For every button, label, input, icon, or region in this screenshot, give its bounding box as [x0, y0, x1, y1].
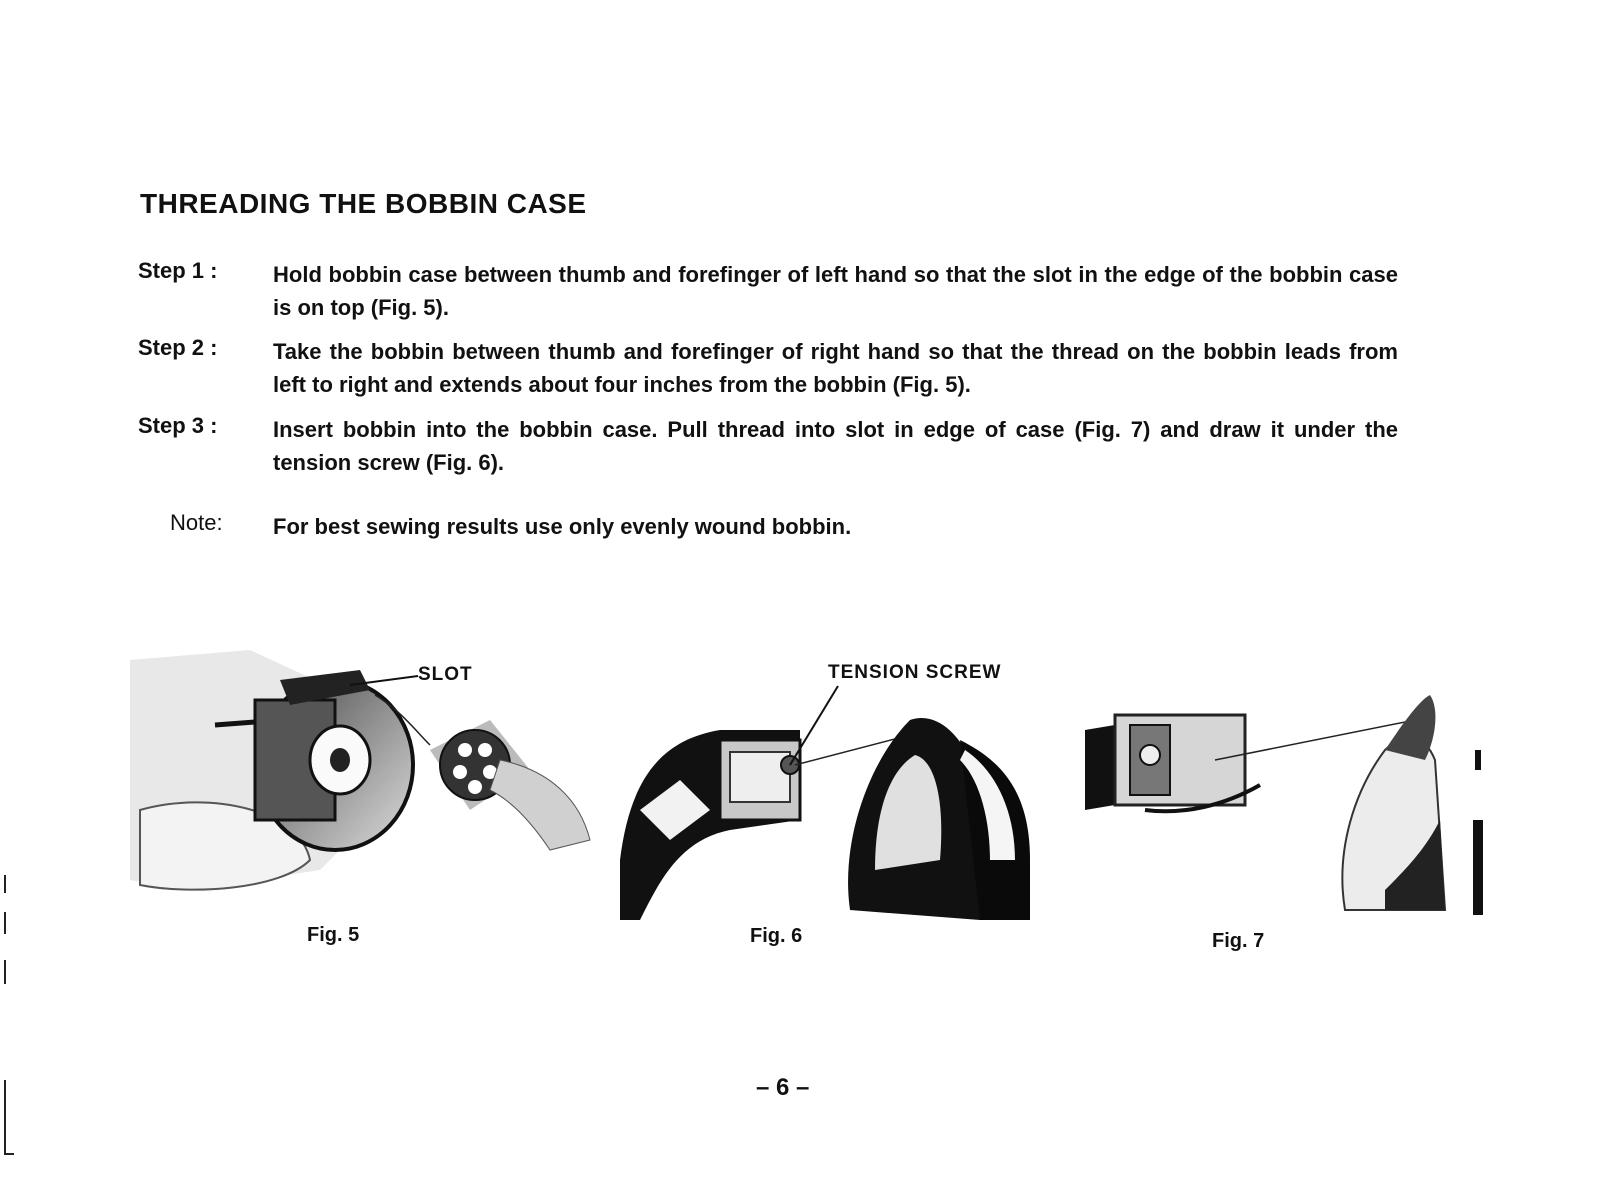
scan-margin-mark — [4, 912, 6, 934]
tension-screw-leader-line — [620, 660, 1060, 920]
step-1-text: Hold bobbin case between thumb and forefinger of left hand so that the slot in the edge of the bobbin case is on top (Fig. 5). — [273, 262, 1398, 320]
slot-callout: SLOT — [418, 664, 473, 685]
figure-7-caption: Fig. 7 — [1212, 930, 1265, 952]
page-heading: THREADING THE BOBBIN CASE — [140, 188, 587, 219]
scan-margin-mark — [4, 1080, 6, 1155]
figure-6-caption: Fig. 6 — [750, 925, 803, 947]
figure-7-image — [1085, 690, 1515, 930]
step-3-text: Insert bobbin into the bobbin case. Pull thread into slot in edge of case (Fig. 7) and draw it under the tension screw (Fig. 6). — [273, 417, 1398, 475]
step-2-label: Step 2 : — [138, 335, 218, 360]
page-number: – 6 – — [756, 1074, 810, 1101]
step-2-text: Take the bobbin between thumb and forefinger of right hand so that the thread on the bobbin leads from left to right and extends about four inches from the bobbin (Fig. 5). — [273, 339, 1398, 397]
scan-margin-mark — [4, 960, 6, 984]
figure-5-caption: Fig. 5 — [307, 924, 360, 946]
figure-5 — [130, 650, 600, 900]
note-label: Note: — [170, 510, 223, 535]
figure-6 — [620, 660, 1060, 920]
slot-leader-line — [130, 650, 600, 900]
step-1-label: Step 1 : — [138, 258, 218, 283]
figure-7 — [1085, 690, 1515, 930]
step-3-label: Step 3 : — [138, 413, 218, 438]
scan-margin-mark — [4, 1153, 14, 1155]
scan-margin-mark — [4, 875, 6, 893]
note-text: For best sewing results use only evenly wound bobbin. — [273, 514, 852, 539]
tension-screw-callout: TENSION SCREW — [828, 662, 1002, 683]
